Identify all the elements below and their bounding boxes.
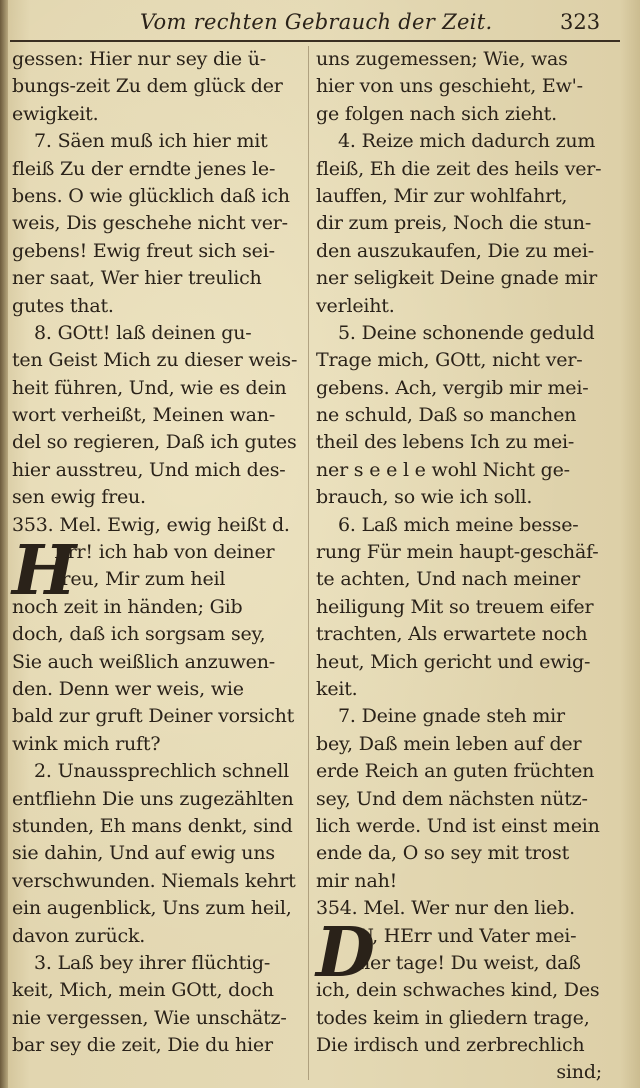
dropcap-letter: H	[12, 531, 77, 612]
text-line: dir zum preis, Noch die stun-	[316, 212, 592, 235]
text-line: entfliehn Die uns zugezählten	[12, 787, 294, 810]
verse-start-line: 6. Laß mich meine besse-	[338, 513, 579, 536]
catchword: sind;	[556, 1061, 602, 1084]
verse-start-line: 5. Deine schonende geduld	[338, 321, 595, 344]
text-line: rung Für mein haupt-geschäf-	[316, 541, 599, 564]
text-line: gebens! Ewig freut sich sei-	[12, 239, 275, 262]
verse-start-line: 8. GOtt! laß deinen gu-	[34, 321, 252, 344]
text-line: sen ewig freu.	[12, 486, 146, 509]
text-line: ein augenblick, Uns zum heil,	[12, 897, 292, 920]
text-line: heiligung Mit so treuem eifer	[316, 595, 594, 618]
verse-start-line: 7. Deine gnade steh mir	[338, 705, 565, 728]
text-line: del so regieren, Daß ich gutes	[12, 431, 297, 454]
text-line: hier ausstreu, Und mich des-	[12, 458, 286, 481]
text-line: weis, Dis geschehe nicht ver-	[12, 212, 288, 235]
hymn-354-heading: 354. Mel. Wer nur den lieb.	[316, 897, 576, 920]
text-line: erde Reich an guten früchten	[316, 760, 595, 783]
left-column	[12, 46, 302, 1059]
running-header	[0, 6, 640, 40]
text-line: ge folgen nach sich zieht.	[316, 102, 557, 125]
text-line: sie dahin, Und auf ewig uns	[12, 842, 275, 865]
text-line: lich werde. Und ist einst mein	[316, 814, 600, 837]
text-line: ner saat, Wer hier treulich	[12, 267, 262, 290]
text-line: den. Denn wer weis, wie	[12, 677, 244, 700]
text-line: ner seligkeit Deine gnade mir	[316, 267, 598, 290]
text-line: Trage mich, GOtt, nicht ver-	[316, 349, 583, 372]
text-line: gutes that.	[12, 294, 114, 317]
text-line: trachten, Als erwartete noch	[316, 623, 588, 646]
text-line: verschwunden. Niemals kehrt	[12, 869, 296, 892]
text-line: gebens. Ach, vergib mir mei-	[316, 376, 589, 399]
right-column	[316, 46, 606, 1087]
text-line: ner tage! Du weist, daß	[358, 951, 581, 974]
text-line: ewigkeit.	[12, 102, 99, 125]
text-line: ich, dein schwaches kind, Des	[316, 979, 600, 1002]
text-line: todes keim in gliedern trage,	[316, 1006, 590, 1029]
text-line: doch, daß ich sorgsam sey,	[12, 623, 266, 646]
hymn-353-opening	[12, 531, 302, 621]
text-line: hier von uns geschieht, Ew'-	[316, 75, 583, 98]
text-line: treu, Mir zum heil	[54, 568, 226, 591]
text-line: ne schuld, Daß so manchen	[316, 404, 577, 427]
running-title: Vom rechten Gebrauch der Zeit.	[140, 10, 493, 34]
text-line: Die irdisch und zerbrechlich	[316, 1034, 585, 1057]
verse-start-line: 3. Laß bey ihrer flüchtig-	[34, 951, 271, 974]
text-line: bald zur gruft Deiner vorsicht	[12, 705, 295, 728]
hymn-353-heading: 353. Mel. Ewig, ewig heißt d.	[12, 513, 290, 536]
text-line: nie vergessen, Wie unschätz-	[12, 1006, 287, 1029]
text-line: uns zugemessen; Wie, was	[316, 48, 568, 70]
dropcap-letter: D	[316, 912, 375, 993]
text-line: mir nah!	[316, 869, 398, 892]
header-rule	[10, 40, 620, 42]
text-line: bens. O wie glücklich daß ich	[12, 184, 290, 207]
text-line: gessen: Hier nur sey die ü-	[12, 48, 266, 70]
text-line: wort verheißt, Meinen wan-	[12, 404, 276, 427]
text-line: U, HErr und Vater mei-	[358, 924, 577, 947]
text-line: keit.	[316, 677, 358, 700]
column-divider	[308, 46, 309, 1080]
text-line: verleiht.	[316, 294, 395, 317]
text-line: bey, Daß mein leben auf der	[316, 732, 582, 755]
text-line: den auszukaufen, Die zu mei-	[316, 239, 594, 262]
text-line: ten Geist Mich zu dieser weis-	[12, 349, 298, 372]
verse-start-line: 7. Säen muß ich hier mit	[34, 130, 268, 153]
text-line: stunden, Eh mans denkt, sind	[12, 814, 293, 837]
text-line: te achten, Und nach meiner	[316, 568, 580, 591]
text-line: davon zurück.	[12, 924, 146, 947]
text-line: lauffen, Mir zur wohlfahrt,	[316, 184, 568, 207]
page-number: 323	[560, 10, 601, 34]
text-line: heit führen, Und, wie es dein	[12, 376, 287, 399]
text-line: keit, Mich, mein GOtt, doch	[12, 979, 274, 1002]
text-line: brauch, so wie ich soll.	[316, 486, 533, 509]
text-line: heut, Mich gericht und ewig-	[316, 650, 591, 673]
text-line: Sie auch weißlich anzuwen-	[12, 650, 275, 673]
verse-start-line: 4. Reize mich dadurch zum	[338, 130, 596, 153]
text-line: Err! ich hab von deiner	[54, 541, 275, 564]
text-line: ner s e e l e wohl Nicht ge-	[316, 458, 570, 481]
text-line: bar sey die zeit, Die du hier	[12, 1034, 273, 1057]
text-line: fleiß, Eh die zeit des heils ver-	[316, 157, 602, 180]
text-line: bungs-zeit Zu dem glück der	[12, 75, 283, 98]
text-line: fleiß Zu der erndte jenes le-	[12, 157, 276, 180]
text-line: wink mich ruft?	[12, 732, 161, 755]
text-line: noch zeit in händen; Gib	[12, 595, 243, 618]
verse-start-line: 2. Unaussprechlich schnell	[34, 760, 289, 783]
text-line: ende da, O so sey mit trost	[316, 842, 570, 865]
text-line: sey, Und dem nächsten nütz-	[316, 787, 588, 810]
text-line: theil des lebens Ich zu mei-	[316, 431, 575, 454]
book-binding-edge	[0, 0, 8, 1088]
